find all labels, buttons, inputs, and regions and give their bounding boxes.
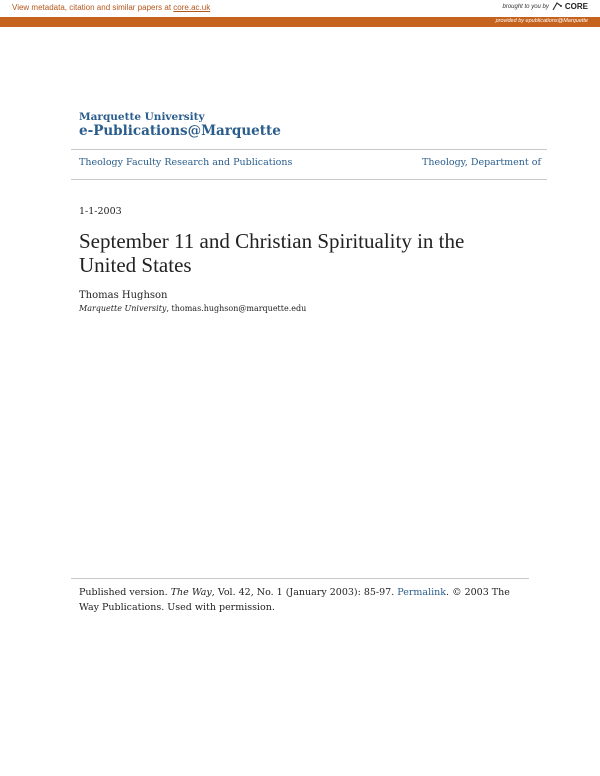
repository-brand[interactable] xyxy=(79,111,281,140)
department-link[interactable]: Theology, Department of xyxy=(422,157,541,168)
author-email: , thomas.hughson@marquette.edu xyxy=(166,304,307,313)
core-metadata-text: View metadata, citation and similar papers at core.ac.uk xyxy=(12,3,211,12)
publication-note: Published version. The Way, Vol. 42, No. 1 (January 2003): 85-97. Permalink. © 2003 The Way Publications. Used with permission. xyxy=(79,587,510,613)
journal-name: The Way xyxy=(170,587,212,598)
divider-bottom xyxy=(71,578,529,579)
repository-name: e-Publications@Marquette xyxy=(79,123,281,139)
core-attribution: brought to you by CORE xyxy=(502,2,588,11)
divider-nav xyxy=(71,179,547,180)
article-title: September 11 and Christian Spirituality in the United States xyxy=(79,229,465,277)
core-link[interactable]: core.ac.uk xyxy=(173,3,211,12)
provider-bar xyxy=(0,17,600,27)
permalink-link[interactable]: Permalink xyxy=(397,587,447,598)
author-affiliation xyxy=(79,304,306,313)
divider-top xyxy=(71,149,547,150)
collection-link[interactable]: Theology Faculty Research and Publications xyxy=(79,157,293,168)
affiliation-name: Marquette University xyxy=(79,304,167,313)
publication-date: 1-1-2003 xyxy=(79,206,122,217)
core-logo-icon xyxy=(552,2,562,11)
core-banner xyxy=(0,0,600,17)
author-name: Thomas Hughson xyxy=(79,290,168,301)
core-label[interactable]: CORE xyxy=(564,2,588,11)
university-name: Marquette University xyxy=(79,111,205,123)
provider-text[interactable]: provided by epublications@Marquette xyxy=(495,18,588,24)
